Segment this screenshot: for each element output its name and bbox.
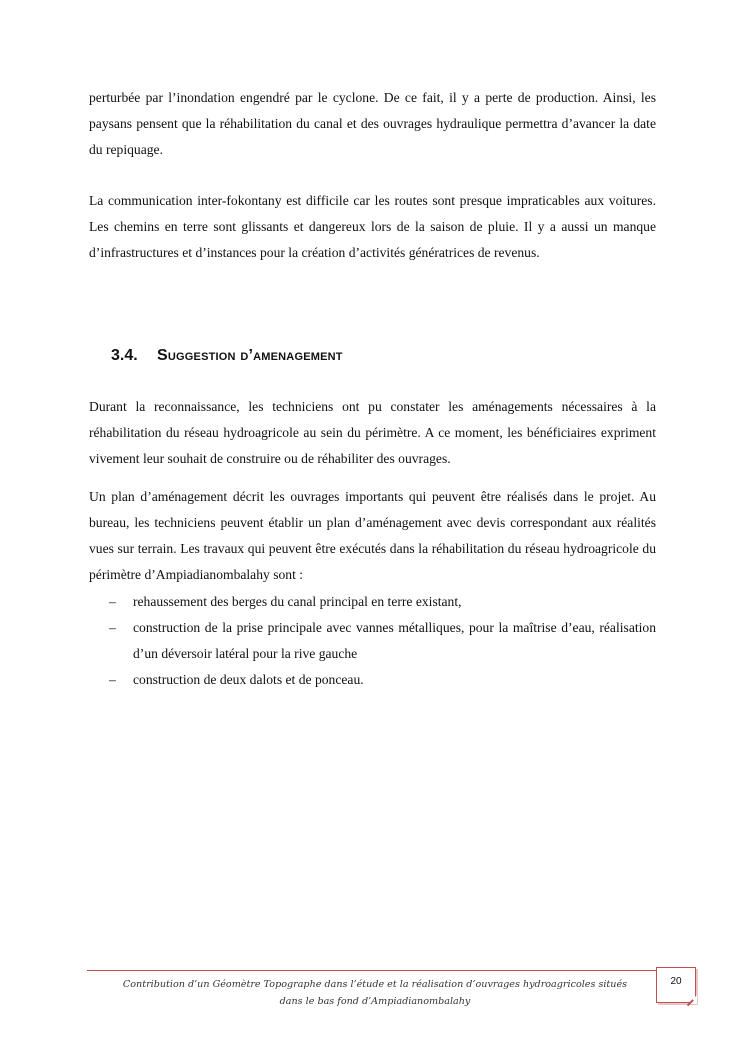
section-heading <box>111 347 343 365</box>
list-item <box>89 667 656 693</box>
paragraph-communication: La communication inter-fokontany est difficile car les routes sont presque impraticables aux voitures. Les chemins en terre sont glissants et dangereux lors de la saison de pluie. Il y a aussi un manque d’infrastructures et d’instances pour la création d’activités génératrices de revenus. <box>89 193 656 260</box>
list-item-text: construction de deux dalots et de ponceau. <box>133 672 364 687</box>
dash-bullet: – <box>109 594 116 609</box>
paragraph-amenagement-plan: Un plan d’aménagement décrit les ouvrages importants qui peuvent être réalisés dans le projet. Au bureau, les techniciens peuvent établir un plan d’aménagement avec devis correspondant aux réalités vues sur terrain. Les travaux qui peuvent être exécutés dans la réhabilitation du réseau hydroagricole du périmètre d’Ampiadianombalahy sont : <box>89 489 656 582</box>
works-list <box>89 589 656 693</box>
list-item <box>89 589 656 615</box>
paragraph-reconnaissance: Durant la reconnaissance, les techniciens ont pu constater les aménagements nécessaires à la réhabilitation du réseau hydroagricole au sein du périmètre. A ce moment, les bénéficiaires expriment vivement leur souhait de construire ou de réhabiliter des ouvrages. <box>89 399 656 466</box>
list-item <box>89 615 656 667</box>
list-item-text: rehaussement des berges du canal principal en terre existant, <box>133 594 462 609</box>
section-number: 3.4. <box>111 347 138 364</box>
list-item-text: construction de la prise principale avec vannes métalliques, pour la maîtrise d’eau, réalisation d’un déversoir latéral pour la rive gauche <box>133 620 656 661</box>
page-number: 20 <box>670 976 682 987</box>
footer-caption: Contribution d’un Géomètre Topographe dans l’étude et la réalisation d’ouvrages hydroagricoles situés dans le bas fond d’Ampiadianombalahy <box>122 979 628 1007</box>
dash-bullet: – <box>109 620 116 635</box>
section-title: Suggestion d’amenagement <box>157 347 343 364</box>
dash-bullet: – <box>109 672 116 687</box>
paragraph-flood-impact: perturbée par l’inondation engendré par le cyclone. De ce fait, il y a perte de production. Ainsi, les paysans pensent que la réhabilitation du canal et des ouvrages hydraulique permettra d’avancer la date du repiquage. <box>89 90 656 157</box>
footer-divider <box>87 970 673 971</box>
page-number-box <box>656 967 696 1003</box>
